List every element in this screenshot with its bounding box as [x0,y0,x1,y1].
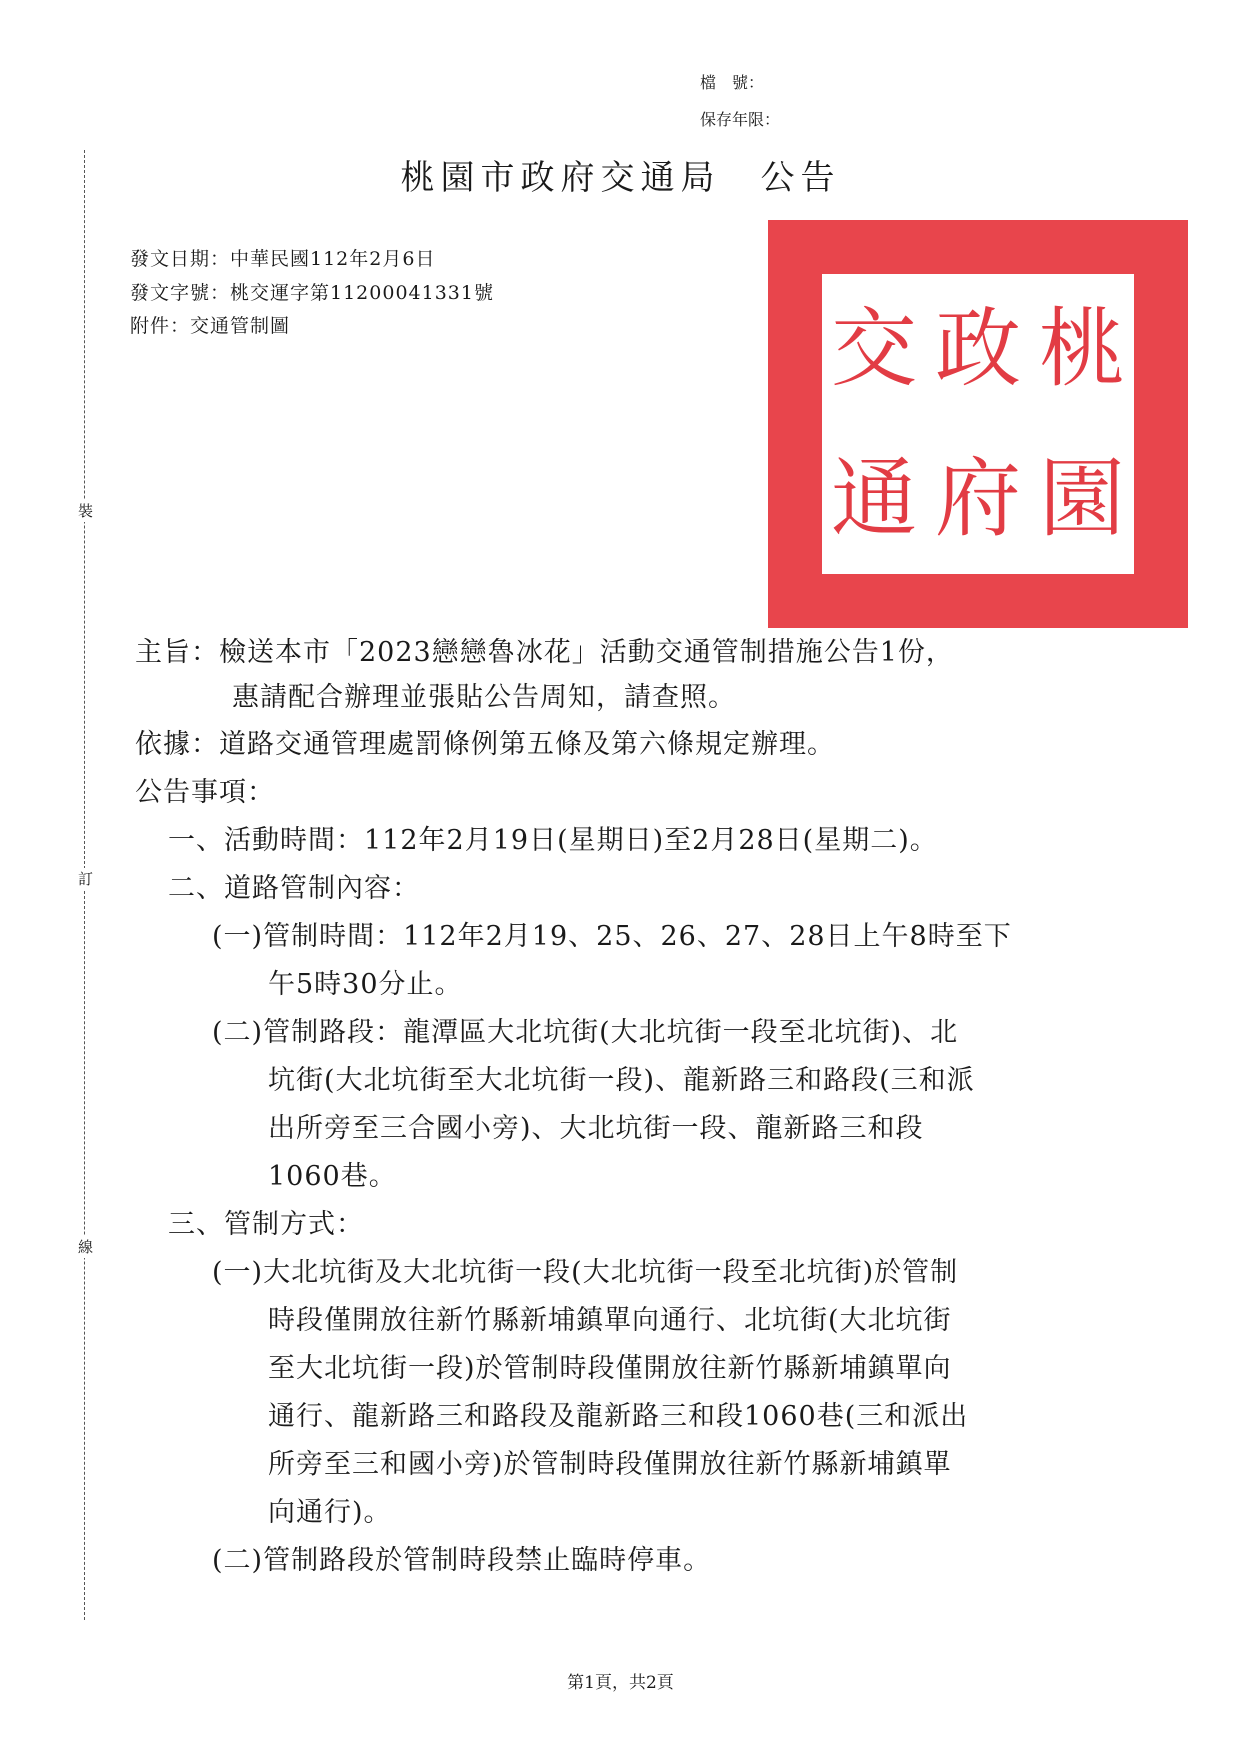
binding-label-xian: 線 [78,1238,94,1256]
item-2-2-line-2: 坑街(大北坑街至大北坑街一段)、龍新路三和路段(三和派 [268,1065,975,1096]
item-2-2-line-3: 出所旁至三合國小旁)、大北坑街一段、龍新路三和段 [268,1113,924,1144]
item-3-1-line-1: (一)大北坑街及大北坑街一段(大北坑街一段至北坑街)於管制 [212,1257,959,1288]
item-2-heading: 二、道路管制內容： [168,873,420,904]
binding-label-ding: 訂 [78,870,94,888]
item-2-1-line-2: 午5時30分止。 [268,969,463,1000]
item-3-1-line-5: 所旁至三和國小旁)於管制時段僅開放往新竹縣新埔鎮單 [268,1449,952,1480]
item-2-2-line-1: (二)管制路段：龍潭區大北坑街(大北坑街一段至北坑街)、北 [212,1017,959,1048]
document-number: 發文字號：桃交運字第11200041331號 [130,282,494,304]
item-2-1-line-1: (一)管制時間：112年2月19、25、26、27、28日上午8時至下 [212,921,1012,952]
seal-inner [822,274,1134,574]
item-2-2-line-4: 1060巷。 [268,1161,397,1192]
official-seal [768,220,1188,628]
seal-char: 桃 [1039,299,1125,399]
item-3-1-line-3: 至大北坑街一段)於管制時段僅開放往新竹縣新埔鎮單向 [268,1353,952,1384]
retention-period-label: 保存年限： [700,110,781,129]
binding-label-zhuang: 裝 [78,502,94,520]
seal-char: 通 [831,449,917,549]
subject-line-2: 惠請配合辦理並張貼公告周知，請查照。 [232,682,736,713]
page-title: 桃園市政府交通局 公告 [400,158,841,198]
seal-char: 交 [831,299,917,399]
item-3-1-line-6: 向通行)。 [268,1497,392,1528]
announcement-heading: 公告事項： [135,777,275,808]
issue-date: 發文日期：中華民國112年2月6日 [130,248,436,270]
file-number-label: 檔 號： [700,73,765,92]
item-3-1-line-4: 通行、龍新路三和路段及龍新路三和段1060巷(三和派出 [268,1401,969,1432]
attachment: 附件：交通管制圖 [130,315,291,337]
item-3-2: (二)管制路段於管制時段禁止臨時停車。 [212,1545,712,1576]
item-3-1-line-2: 時段僅開放往新竹縣新埔鎮單向通行、北坑街(大北坑街 [268,1305,952,1336]
seal-char: 園 [1039,449,1125,549]
basis-line: 依據：道路交通管理處罰條例第五條及第六條規定辦理。 [135,729,835,760]
seal-char: 府 [935,449,1021,549]
seal-char: 政 [935,299,1021,399]
subject-line-1: 主旨：檢送本市「2023戀戀魯冰花」活動交通管制措施公告1份， [135,637,954,668]
page-number: 第1頁，共2頁 [567,1673,674,1693]
item-1: 一、活動時間：112年2月19日(星期日)至2月28日(星期二)。 [168,825,938,856]
item-3-heading: 三、管制方式： [168,1209,364,1240]
